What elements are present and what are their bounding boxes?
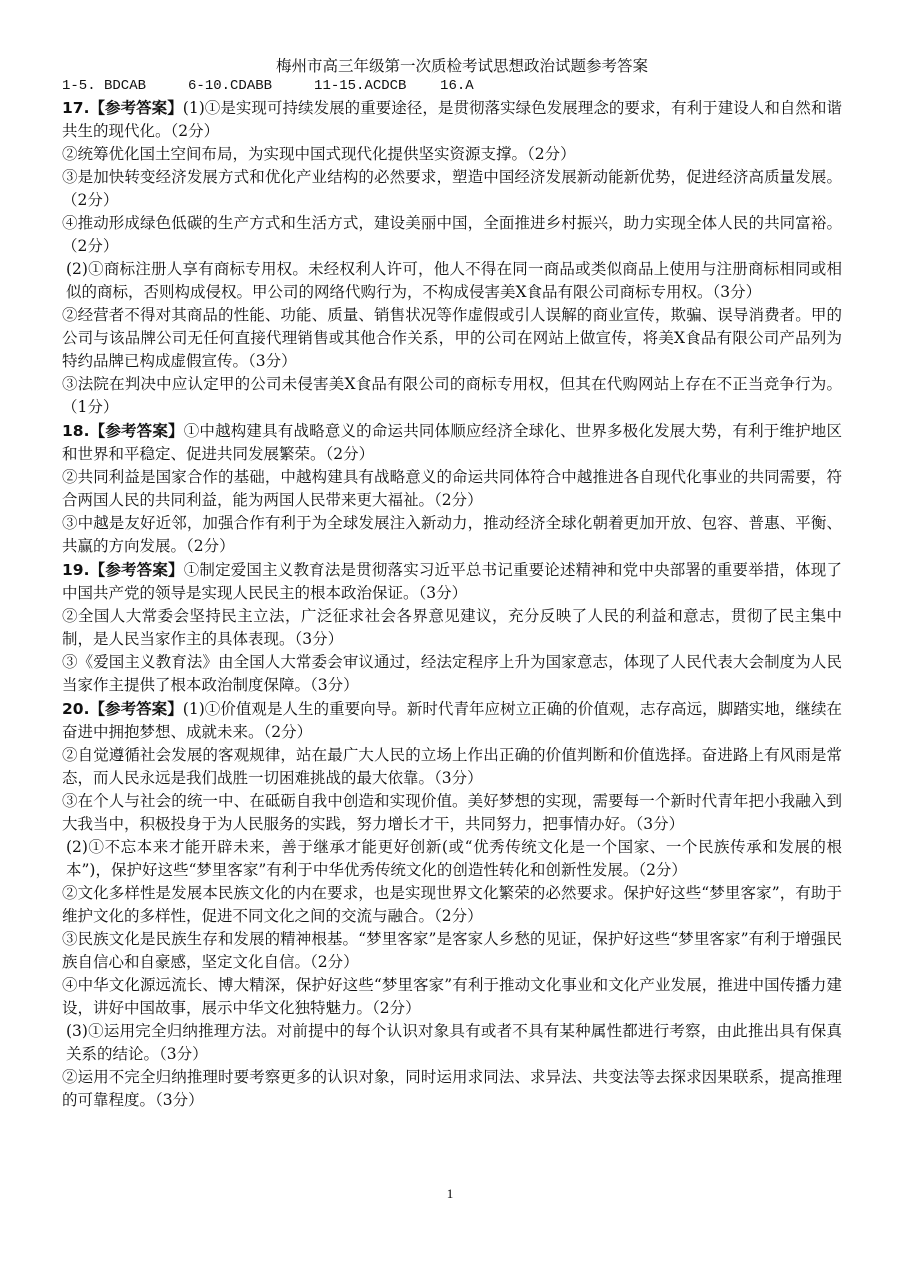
q18-point-1 [62, 419, 842, 466]
q17-answer-tag: 【参考答案】 [89, 98, 183, 117]
q18-point-3: ③中越是友好近邻，加强合作有利于为全球发展注入新动力，推动经济全球化朝着更加开放、包容、普惠、平衡、共赢的方向发展。（2分） [62, 514, 842, 555]
q17-part2-point-1: (2)①商标注册人享有商标专用权。未经权利人许可，他人不得在同一商品或类似商品上使用与注册商标相同或相似的商标，否则构成侵权。甲公司的网络代购行为，不构成侵害美X食品有限公司商标专用权。（3分） [66, 260, 842, 301]
q20-part2-point-2: ②文化多样性是发展本民族文化的内在要求，也是实现世界文化繁荣的必然要求。保护好这些“梦里客家”，有助于维护文化的多样性，促进不同文化之间的交流与融合。（2分） [62, 884, 842, 925]
question-20 [62, 697, 842, 1112]
q20-part1-point-1 [62, 697, 842, 744]
q19-point-1 [62, 558, 842, 605]
question-18 [62, 419, 842, 558]
document-title: 梅州市高三年级第一次质检考试思想政治试题参考答案 [275, 57, 648, 75]
q19-text: ①制定爱国主义教育法是贯彻落实习近平总书记重要论述精神和党中央部署的重要举措，体现了中国共产党的领导是实现人民民主的根本政治保证。（3分） [62, 561, 842, 602]
q20-part3-point-1: (3)①运用完全归纳推理方法。对前提中的每个认识对象具有或者不具有某种属性都进行考察，由此推出具有保真关系的结论。（3分） [66, 1022, 842, 1063]
q18-number: 18. [62, 422, 90, 440]
q20-part1-point-2: ②自觉遵循社会发展的客观规律，站在最广大人民的立场上作出正确的价值判断和价值选择。奋进路上有风雨是常态，而人民永远是我们战胜一切困难挑战的最大依靠。（3分） [62, 746, 842, 787]
q17-part2-point-3: ③法院在判决中应认定甲的公司未侵害美X食品有限公司的商标专用权，但其在代购网站上存在不正当竞争行为。（1分） [62, 375, 842, 416]
q17-text: (1)①是实现可持续发展的重要途径，是贯彻落实绿色发展理念的要求，有利于建设人和自然和谐共生的现代化。（2分） [62, 99, 842, 140]
q19-point-3: ③《爱国主义教育法》由全国人大常委会审议通过，经法定程序上升为国家意志，体现了人民代表大会制度为人民当家作主提供了根本政治制度保障。（3分） [62, 653, 842, 694]
q17-point-4: ④推动形成绿色低碳的生产方式和生活方式，建设美丽中国，全面推进乡村振兴，助力实现全体人民的共同富裕。（2分） [62, 214, 842, 255]
q19-point-2: ②全国人大常委会坚持民主立法，广泛征求社会各界意见建议，充分反映了人民的利益和意志，贯彻了民主集中制，是人民当家作主的具体表现。（3分） [62, 607, 842, 648]
q20-part3-point-2: ②运用不完全归纳推理时要考察更多的认识对象，同时运用求同法、求异法、共变法等去探求因果联系，提高推理的可靠程度。（3分） [62, 1068, 842, 1109]
q20-part2-point-4: ④中华文化源远流长、博大精深，保护好这些“梦里客家”有利于推动文化事业和文化产业发展，推进中国传播力建设，讲好中国故事，展示中华文化独特魅力。（2分） [62, 976, 842, 1017]
q20-part1-point-3: ③在个人与社会的统一中、在砥砺自我中创造和实现价值。美好梦想的实现，需要每一个新时代青年把小我融入到大我当中，积极投身于为人民服务的实践，努力增长才干，共同努力，把事情办好。（3分） [62, 792, 842, 833]
q20-part2-point-3: ③民族文化是民族生存和发展的精神根基。“梦里客家”是客家人乡愁的见证，保护好这些“梦里客家”有利于增强民族自信心和自豪感，坚定文化自信。（2分） [62, 930, 842, 971]
q17-point-2: ②统筹优化国土空间布局，为实现中国式现代化提供坚实资源支撑。（2分） [62, 145, 576, 163]
q19-answer-tag: 【参考答案】 [89, 560, 184, 579]
page-number: 1 [446, 1186, 454, 1201]
question-17 [62, 96, 842, 419]
q17-part2-point-2: ②经营者不得对其商品的性能、功能、质量、销售状况等作虚假或引人误解的商业宣传，欺骗、误导消费者。甲的公司与该品牌公司无任何直接代理销售或其他合作关系，甲的公司在网站上做宣传，将美X食品有限公司产品列为特约品牌已构成虚假宣传。（3分） [62, 306, 842, 370]
q20-text: (1)①价值观是人生的重要向导。新时代青年应树立正确的价值观，志存高远，脚踏实地，继续在奋进中拥抱梦想、成就未来。（2分） [62, 700, 842, 741]
q20-part2-point-1: (2)①不忘本来才能开辟未来，善于继承才能更好创新(或“优秀传统文化是一个国家、一个民族传承和发展的根本”)，保护好这些“梦里客家”有利于中华优秀传统文化的创造性转化和创新性发展。（2分） [66, 838, 842, 879]
q20-number: 20. [62, 700, 90, 718]
q18-point-2: ②共同利益是国家合作的基础，中越构建具有战略意义的命运共同体符合中越推进各自现代化事业的共同需要，符合两国人民的共同利益，能为两国人民带来更大福祉。（2分） [62, 468, 842, 509]
q19-number: 19. [62, 561, 90, 579]
q17-point-3: ③是加快转变经济发展方式和优化产业结构的必然要求，塑造中国经济发展新动能新优势，促进经济高质量发展。（2分） [62, 168, 842, 209]
q17-number: 17. [62, 99, 90, 117]
q17-part1 [62, 96, 842, 143]
q18-text: ①中越构建具有战略意义的命运共同体顺应经济全球化、世界多极化发展大势，有利于维护地区和世界和平稳定、促进共同发展繁荣。（2分） [62, 422, 842, 463]
q20-answer-tag: 【参考答案】 [89, 699, 183, 718]
q18-answer-tag: 【参考答案】 [89, 421, 184, 440]
question-19 [62, 558, 842, 697]
multiple-choice-answers: 1-5. BDCAB 6-10.CDABB 11-15.ACDCB 16.A [62, 78, 474, 94]
